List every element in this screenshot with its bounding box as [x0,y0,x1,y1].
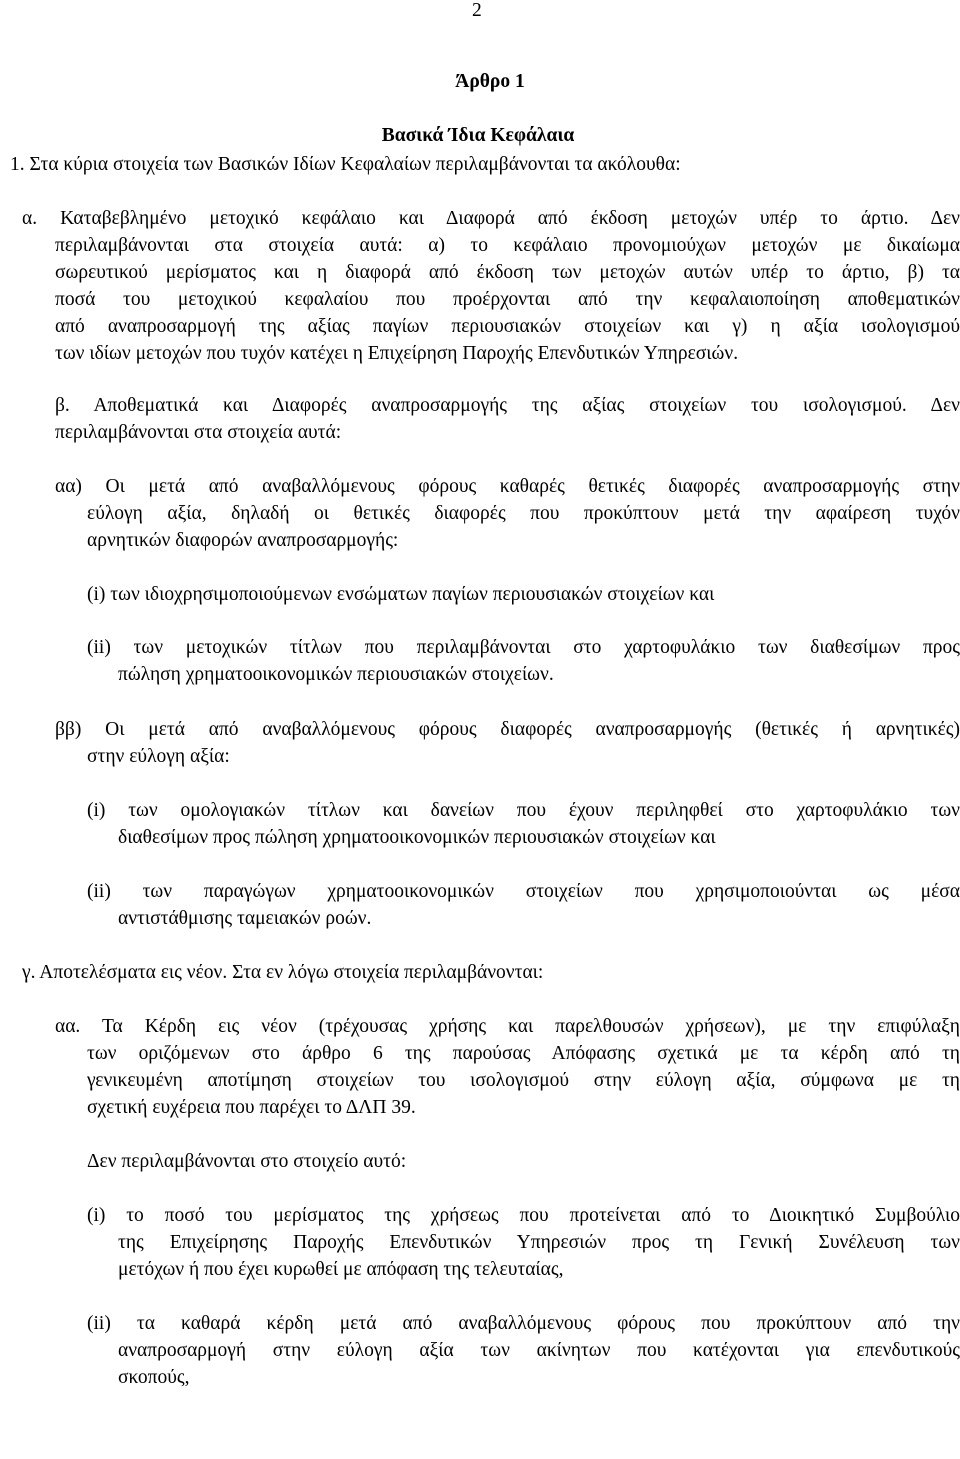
section-c-exclusion-i-line: μετόχων ή που έχει κυρωθεί με απόφαση της τελευταίας, [118,1259,564,1280]
section-b-aa-line: αρνητικών διαφορών αναπροσαρμογής: [87,530,399,551]
section-c-aa-line: σχετική ευχέρεια που παρέχει το ΔΛΠ 39. [87,1097,416,1118]
article-subtitle: Βασικά Ίδια Κεφάλαια [381,125,575,146]
section-b-aa-ii-line: πώληση χρηματοοικονομικών περιουσιακών στοιχείων. [118,664,554,685]
page-number: 2 [472,0,482,21]
section-a-line: ποσά του μετοχικού κεφαλαίου που προέρχονται από την κεφαλαιοποίηση αποθεματικών [55,289,960,310]
section-c-aa-line: των οριζόμενων στο άρθρο 6 της παρούσας Απόφασης σχετικά με τα κέρδη από τη [87,1043,960,1064]
section-a-line: από αναπροσαρμογή της αξίας παγίων περιουσιακών στοιχείων και γ) η αξία ισολογισμού [55,316,960,337]
section-c-aa-line: αα. Τα Κέρδη εις νέον (τρέχουσας χρήσης και παρελθουσών χρήσεων), με την επιφύλαξη [55,1016,960,1037]
section-b-aa-line: αα) Οι μετά από αναβαλλόμενους φόρους καθαρές θετικές διαφορές αναπροσαρμογής στην [55,476,960,497]
section-b-aa-i: (i) των ιδιοχρησιμοποιούμενων ενσώματων παγίων περιουσιακών στοιχείων και [87,584,715,605]
section-c-exclusion-ii-line: αναπροσαρμογή στην εύλογη αξία των ακίνητων που κατέχονται για επενδυτικούς [118,1340,960,1361]
section-b-bb-i-line: (i) των ομολογιακών τίτλων και δανείων που έχουν περιληφθεί στο χαρτοφυλάκιο των [87,800,960,821]
section-a-line: σωρευτικού μερίσματος και η διαφορά από έκδοση των μετοχών αυτών υπέρ το άρτιο, β) τα [55,262,960,283]
section-a-line: των ιδίων μετοχών που τυχόν κατέχει η Επιχείρηση Παροχής Επενδυτικών Υπηρεσιών. [55,343,739,364]
section-c-aa-line: γενικευμένη αποτίμηση στοιχείων του ισολογισμού στην εύλογη αξία, σύμφωνα με τη [87,1070,960,1091]
section-b-bb-ii-line: (ii) των παραγώγων χρηματοοικονομικών στοιχείων που χρησιμοποιούνται ως μέσα [87,881,960,902]
section-c-exclusion-ii-line: σκοπούς, [118,1367,190,1388]
section-c-exclusion-ii-line: (ii) τα καθαρά κέρδη μετά από αναβαλλόμενους φόρους που προκύπτουν από την [87,1313,960,1334]
section-b-aa-ii-line: (ii) των μετοχικών τίτλων που περιλαμβάνονται στο χαρτοφυλάκιο των διαθεσίμων προς [87,637,960,658]
section-b-bb-ii-line: αντιστάθμισης ταμειακών ροών. [118,908,372,929]
section-b-bb-line: ββ) Οι μετά από αναβαλλόμενους φόρους διαφορές αναπροσαρμογής (θετικές ή αρνητικές) [55,719,960,740]
section-b-line: περιλαμβάνονται στα στοιχεία αυτά: [55,422,342,443]
section-b-aa-line: εύλογη αξία, δηλαδή οι θετικές διαφορές που προκύπτουν μετά την αφαίρεση τυχόν [87,503,960,524]
section-b-bb-i-line: διαθεσίμων προς πώληση χρηματοοικονομικών περιουσιακών στοιχείων και [118,827,716,848]
section-a-line: α. Καταβεβλημένο μετοχικό κεφάλαιο και Διαφορά από έκδοση μετοχών υπέρ το άρτιο. Δεν [22,208,960,229]
section-c-exclusion-i-line: της Επιχείρησης Παροχής Επενδυτικών Υπηρεσιών προς τη Γενική Συνέλευση των [118,1232,960,1253]
intro-paragraph: 1. Στα κύρια στοιχεία των Βασικών Ιδίων Κεφαλαίων περιλαμβάνονται τα ακόλουθα: [10,154,681,175]
section-c-exclusions-heading: Δεν περιλαμβάνονται στο στοιχείο αυτό: [87,1151,407,1172]
section-b-bb-line: στην εύλογη αξία: [87,746,230,767]
section-c: γ. Αποτελέσματα εις νέον. Στα εν λόγω στοιχεία περιλαμβάνονται: [22,962,544,983]
section-c-exclusion-i-line: (i) το ποσό του μερίσματος της χρήσεως που προτείνεται από το Διοικητικό Συμβούλιο [87,1205,960,1226]
section-a-line: περιλαμβάνονται στα στοιχεία αυτά: α) το κεφάλαιο προνομιούχων μετοχών με δικαίωμα [55,235,960,256]
article-title: Άρθρο 1 [455,71,525,92]
section-b-line: β. Αποθεματικά και Διαφορές αναπροσαρμογής της αξίας στοιχείων του ισολογισμού. Δεν [55,395,960,416]
